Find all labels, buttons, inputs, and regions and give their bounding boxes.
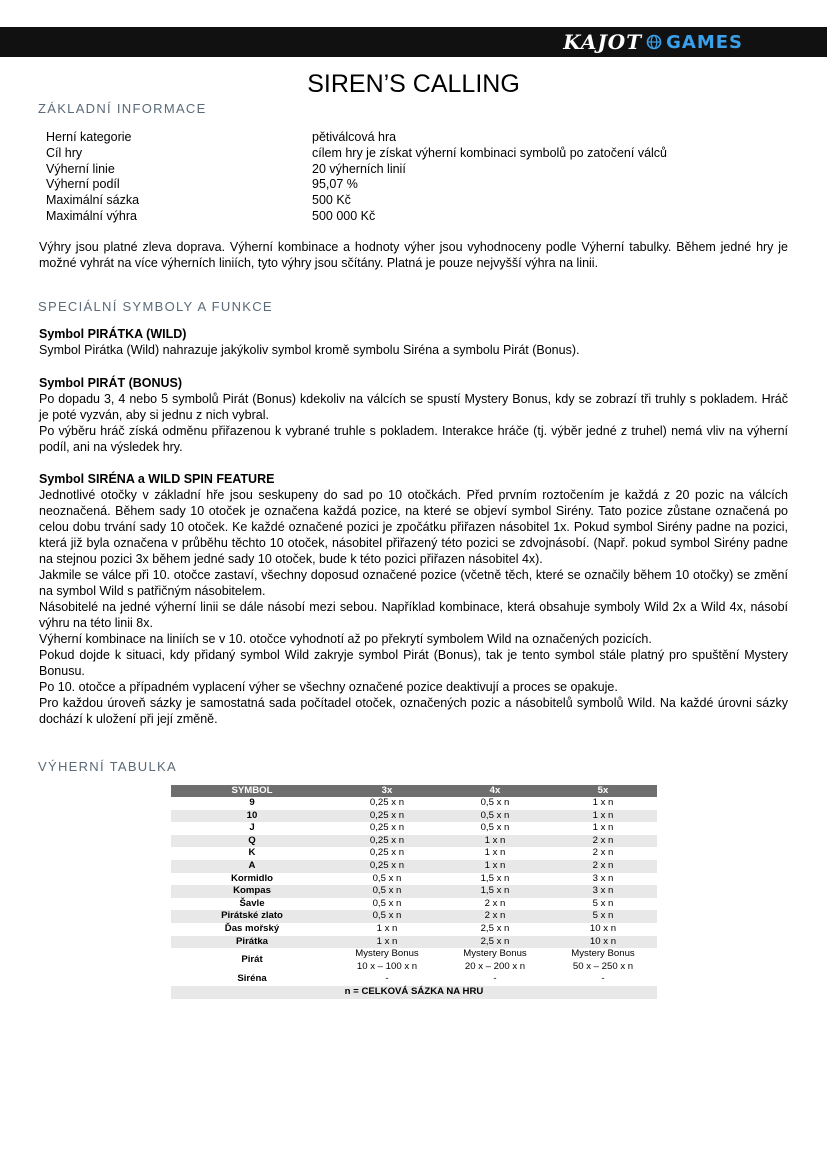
basic-info-list <box>46 130 667 225</box>
column-header: 5x <box>549 785 657 797</box>
info-key: Cíl hry <box>46 145 83 160</box>
info-row <box>46 177 667 193</box>
payout-cell <box>549 948 657 973</box>
payout-cell: 0,5 x n <box>480 797 510 808</box>
payout-cell: 2,5 x n <box>480 922 510 934</box>
symbol-cell: Kompas <box>171 885 333 898</box>
wild-block <box>39 326 788 358</box>
payout-cell: 0,5 x n <box>372 897 402 909</box>
payout-cell: 3 x n <box>549 885 657 898</box>
table-row <box>171 822 657 835</box>
info-value: 95,07 % <box>312 177 358 192</box>
payout-cell: 1 x n <box>592 797 614 808</box>
logo-text-games: GAMES <box>666 31 743 53</box>
symbol-cell: Siréna <box>237 973 267 985</box>
payout-cell-line: 50 x – 250 x n <box>572 960 634 972</box>
intro-paragraph <box>39 239 788 271</box>
info-row <box>46 146 667 162</box>
symbol-cell: Šavle <box>239 897 265 909</box>
payout-cell: 1 x n <box>333 936 441 949</box>
column-header: SYMBOL <box>171 785 333 797</box>
payout-cell: 0,5 x n <box>441 810 549 823</box>
siren-text-2: Jakmile se válce při 10. otočce zastaví, všechny doposud označené pozice (včetně těch, které se označily během 10 otočky) se změní na symbol Wild s patřičným násobitelem. <box>39 568 788 598</box>
payout-cell: 2 x n <box>549 860 657 873</box>
payout-cell: 2 x n <box>592 847 614 859</box>
info-row <box>46 193 667 209</box>
payout-cell: 1 x n <box>376 922 398 934</box>
payout-cell-line: 10 x – 100 x n <box>356 960 418 972</box>
payout-cell: 1 x n <box>592 822 614 834</box>
bonus-text-2: Po výběru hráč získá odměnu přiřazenou k vybrané truhle s pokladem. Interakce hráče (tj. výběr jedné z truhel) nemá vliv na výherní podíl, ani na výsledek hry. <box>39 424 788 454</box>
payout-cell <box>441 948 549 973</box>
payout-cell-line: Mystery Bonus <box>463 948 527 960</box>
payout-cell: 0,5 x n <box>333 885 441 898</box>
payout-cell: 1 x n <box>484 847 506 859</box>
table-row <box>171 910 657 923</box>
symbol-cell: Pirát <box>241 954 263 966</box>
payout-cell: 1 x n <box>441 860 549 873</box>
info-value: 500 000 Kč <box>312 208 376 223</box>
bonus-block <box>39 375 788 455</box>
info-value: 20 výherních linií <box>312 161 406 176</box>
symbol-cell: J <box>249 822 255 834</box>
symbol-cell: Kormidlo <box>230 872 274 884</box>
info-row <box>46 162 667 178</box>
globe-icon <box>646 34 662 50</box>
table-row-sirena <box>171 973 657 986</box>
siren-text-5: Pokud dojde k situaci, kdy přidaný symbol Wild zakryje symbol Pirát (Bonus), tak je tento symbol stále platný pro spuštění Mystery Bonusu. <box>39 648 788 678</box>
payout-cell: 2,5 x n <box>441 936 549 949</box>
symbol-cell: 9 <box>249 797 255 808</box>
table-row <box>171 810 657 823</box>
siren-text-7: Pro každou úroveň sázky je samostatná sada počítadel otoček, označených pozic a násobitelů symbolů Wild. Na každé úrovni sázky dochází k uložení při její změně. <box>39 696 788 726</box>
payout-cell: 1 x n <box>549 810 657 823</box>
info-value: cílem hry je získat výherní kombinaci symbolů po zatočení válců <box>312 145 668 160</box>
siren-heading: Symbol SIRÉNA a WILD SPIN FEATURE <box>39 472 275 486</box>
payout-cell <box>333 948 441 973</box>
table-row <box>171 885 657 898</box>
wild-heading: Symbol PIRÁTKA (WILD) <box>39 327 187 341</box>
payout-cell-line: Mystery Bonus <box>355 948 419 960</box>
payout-cell: 5 x n <box>549 910 657 923</box>
paytable-header-row <box>171 785 657 797</box>
siren-text-4: Výherní kombinace na liniích se v 10. otočce vyhodnotí až po překrytí symbolem Wild na označených pozicích. <box>39 632 652 646</box>
kajot-games-logo <box>563 29 743 55</box>
column-header: 4x <box>441 785 549 797</box>
logo-text-kajot: KAJOT <box>563 30 643 54</box>
payout-cell: - <box>385 973 389 985</box>
symbol-cell: Pirátské zlato <box>171 910 333 923</box>
section-heading-basic-info: ZÁKLADNÍ INFORMACE <box>38 101 207 116</box>
payout-cell: 2 x n <box>441 910 549 923</box>
payout-cell: 10 x n <box>549 936 657 949</box>
table-note: n = CELKOVÁ SÁZKA NA HRU <box>171 986 657 999</box>
info-row <box>46 130 667 146</box>
payout-cell: 0,25 x n <box>333 810 441 823</box>
symbol-cell: Q <box>171 835 333 848</box>
table-row <box>171 835 657 848</box>
payout-cell: 0,25 x n <box>333 835 441 848</box>
siren-text-3: Násobitelé na jedné výherní linii se dále násobí mezi sebou. Například kombinace, která obsahuje symboly Wild 2x a Wild 4x, násobí výhru na této linii 8x. <box>39 600 788 630</box>
payout-cell: 0,5 x n <box>480 822 510 834</box>
payout-cell: 3 x n <box>592 872 614 884</box>
payout-cell: 2 x n <box>484 897 506 909</box>
siren-text-6: Po 10. otočce a případném vyplacení výher se všechny označené pozice deaktivují a proces se opakuje. <box>39 680 618 694</box>
table-row <box>171 873 657 886</box>
symbol-cell: Ďas mořský <box>224 922 280 934</box>
info-row <box>46 209 667 225</box>
table-row-pirat <box>171 948 657 973</box>
payout-cell: - <box>493 973 497 985</box>
bonus-text-1: Po dopadu 3, 4 nebo 5 symbolů Pirát (Bonus) kdekoliv na válcích se spustí Mystery Bonus, kdy se zobrazí tři truhly s pokladem. Hráč je poté vyzván, aby si jednu z nich vybral. <box>39 392 788 422</box>
paytable <box>171 785 657 999</box>
symbol-cell: 10 <box>171 810 333 823</box>
payout-cell: 1,5 x n <box>480 872 510 884</box>
payout-cell: 0,25 x n <box>369 847 405 859</box>
table-row <box>171 847 657 860</box>
table-row <box>171 797 657 810</box>
payout-cell: 0,5 x n <box>333 910 441 923</box>
wild-text: Symbol Pirátka (Wild) nahrazuje jakýkoliv symbol kromě symbolu Siréna a symbolu Pirát (Bonus). <box>39 343 580 357</box>
payout-cell: 0,5 x n <box>372 872 402 884</box>
page-title: SIREN’S CALLING <box>307 70 520 98</box>
info-key: Výherní podíl <box>46 177 120 192</box>
info-value: pětiválcová hra <box>312 130 397 144</box>
payout-cell: 1 x n <box>441 835 549 848</box>
symbol-cell: Pirátka <box>171 936 333 949</box>
header-bar <box>0 27 827 57</box>
info-value: 500 Kč <box>312 193 351 208</box>
payout-cell: 0,25 x n <box>369 797 405 808</box>
siren-text-1: Jednotlivé otočky v základní hře jsou seskupeny do sad po 10 otočkách. Před prvním roztočením je každá z 20 pozic na válcích neoznačená. Během sady 10 otoček je označena každá pozice, na které se objeví symbol Sirény. Tato pozice zůstane označená po celou dobu trvání sady 10 otoček. Ke každé označené pozici je zpočátku přiřazen násobitel 1x. Pokud symbol Sirény padne na pozici, která již byla označena v průběhu těchto 10 otoček, násobitel přiřazený této pozici se zdvojnásobí. (Např. pokud symbol Sirény padne na stejnou pozici 3x během jedné sady 10 otoček, bude k této pozici přiřazen násobitel 4x). <box>39 488 788 566</box>
payout-cell: 10 x n <box>589 922 617 934</box>
table-note-row <box>171 986 657 999</box>
bonus-heading: Symbol PIRÁT (BONUS) <box>39 376 183 390</box>
payout-cell: 0,25 x n <box>369 822 405 834</box>
payout-cell: 0,25 x n <box>333 860 441 873</box>
section-heading-paytable: VÝHERNÍ TABULKA <box>38 759 177 774</box>
section-heading-special: SPECIÁLNÍ SYMBOLY A FUNKCE <box>38 299 273 314</box>
info-key: Výherní linie <box>46 161 115 176</box>
payout-cell-line: 20 x – 200 x n <box>464 960 526 972</box>
payout-cell: 5 x n <box>592 897 614 909</box>
payout-cell: - <box>601 973 605 985</box>
symbol-cell: A <box>171 860 333 873</box>
table-row <box>171 898 657 911</box>
table-row <box>171 936 657 949</box>
payout-cell-line: Mystery Bonus <box>571 948 635 960</box>
payout-cell: 1,5 x n <box>441 885 549 898</box>
info-key: Maximální sázka <box>46 193 140 208</box>
info-key: Herní kategorie <box>46 130 132 144</box>
column-header: 3x <box>333 785 441 797</box>
symbol-cell: K <box>248 847 256 859</box>
siren-block <box>39 471 788 727</box>
payout-cell: 2 x n <box>549 835 657 848</box>
intro-text: Výhry jsou platné zleva doprava. Výherní kombinace a hodnoty výher jsou vyhodnoceny podle Výherní tabulky. Během jedné hry je možné vyhrát na více výherních liniích, tyto výhry jsou sčítány. Platná je pouze nejvyšší výhra na linii. <box>39 240 788 270</box>
info-key: Maximální výhra <box>46 208 137 223</box>
table-row <box>171 923 657 936</box>
table-row <box>171 860 657 873</box>
